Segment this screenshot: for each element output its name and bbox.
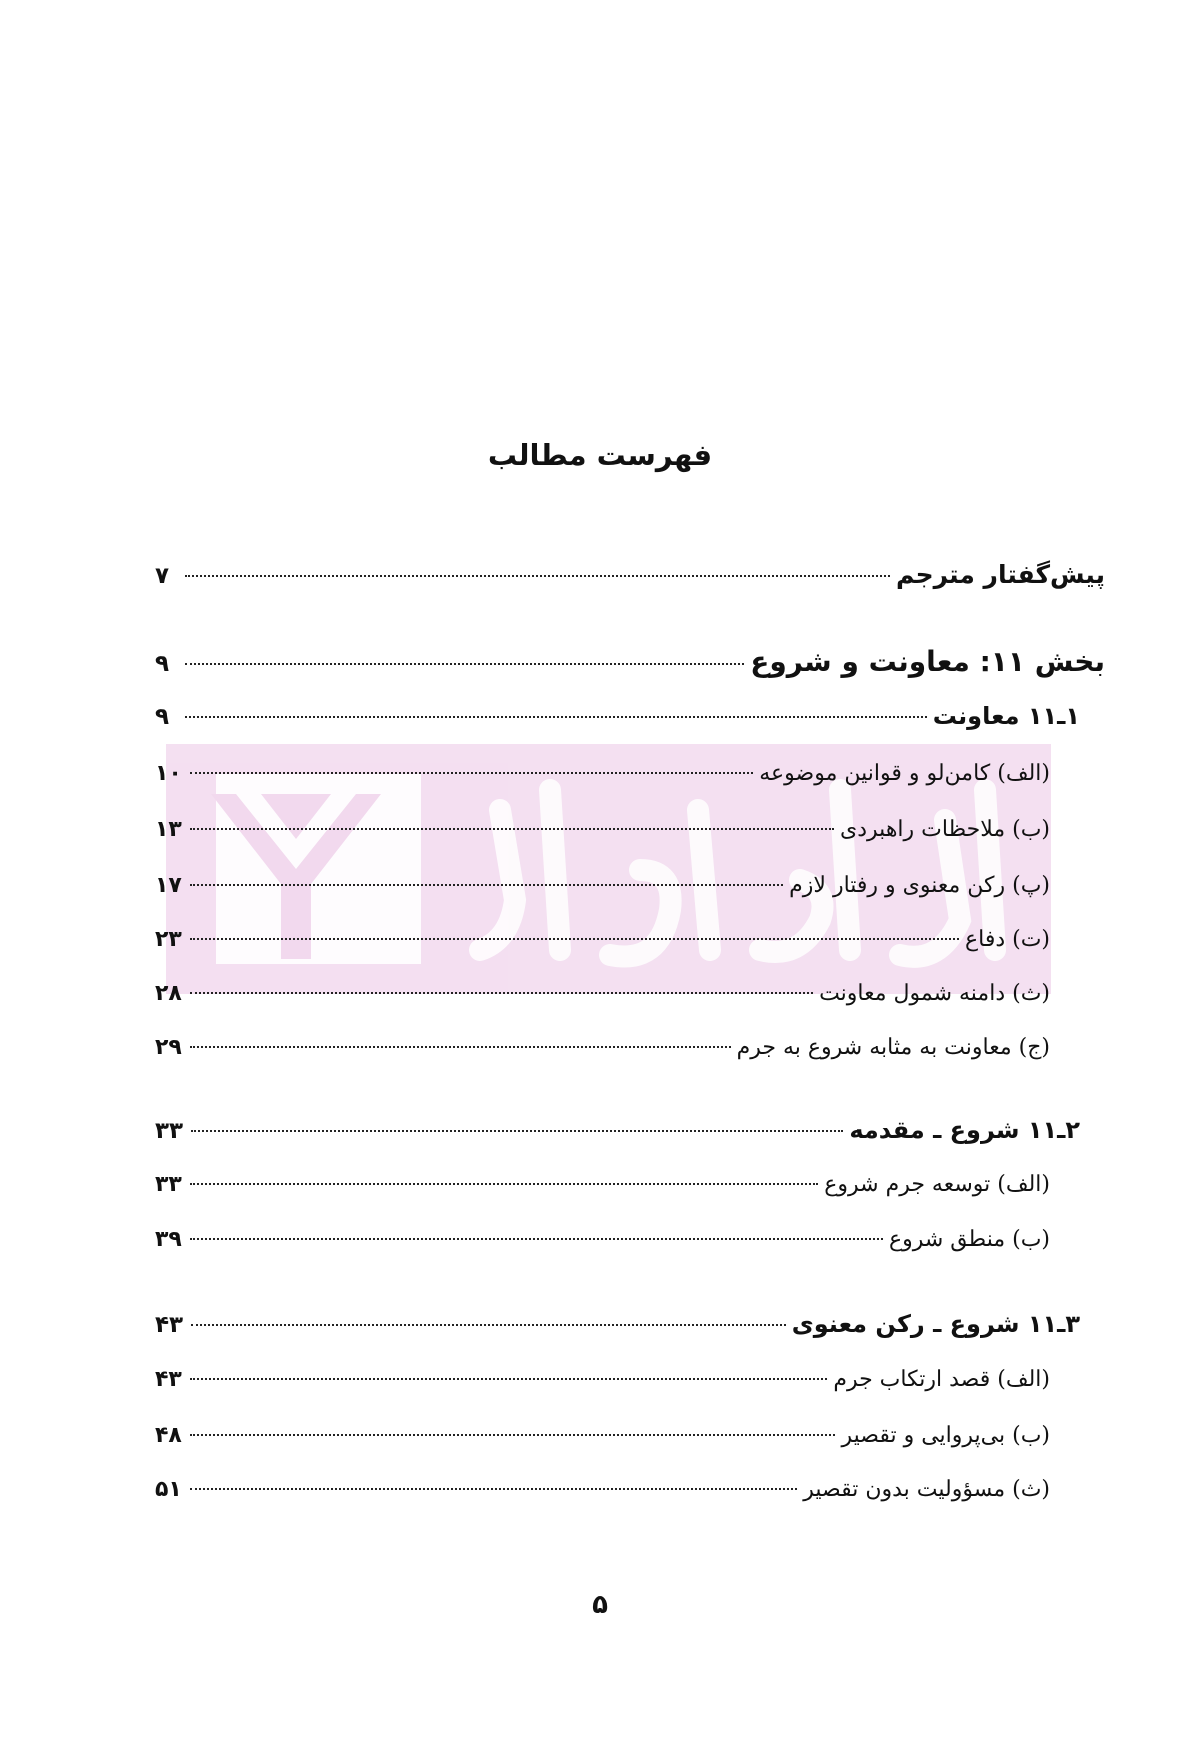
page-number: ۵	[592, 1590, 608, 1620]
toc-entry[interactable]	[155, 1302, 1080, 1346]
toc-entry-label: (ث) مسؤولیت بدون تقصیر	[803, 1477, 1050, 1502]
toc-entry-page: ۲۹	[155, 1035, 182, 1060]
toc-entry[interactable]	[155, 694, 1080, 738]
toc-entry-label: (ب) ملاحظات راهبردی	[840, 817, 1050, 842]
toc-leader-dots	[185, 663, 744, 665]
toc-entry[interactable]	[155, 1026, 1050, 1070]
toc-entry-page: ۴۳	[155, 1367, 182, 1392]
toc-entry[interactable]	[155, 1414, 1050, 1458]
toc-entry[interactable]	[155, 752, 1050, 796]
toc-entry[interactable]	[155, 553, 1105, 597]
toc-leader-dots	[190, 828, 834, 830]
toc-entry[interactable]	[155, 640, 1105, 684]
toc-leader-dots	[190, 1238, 883, 1240]
toc-entry-label: (ب) بی‌پروایی و تقصیر	[841, 1423, 1050, 1448]
toc-entry[interactable]	[155, 972, 1050, 1016]
toc-entry-label: (پ) رکن معنوی و رفتار لازم	[789, 873, 1050, 898]
toc-entry-page: ۹	[155, 704, 170, 730]
toc-entry[interactable]	[155, 864, 1050, 908]
toc-entry-page: ۲۸	[155, 981, 182, 1006]
toc-entry[interactable]	[155, 1358, 1050, 1402]
page-title: فهرست مطالب	[487, 438, 713, 472]
toc-entry-label: (الف) قصد ارتکاب جرم	[833, 1367, 1050, 1392]
toc-leader-dots	[185, 716, 927, 718]
toc-entry-label: ۱ـ۱۱ معاونت	[932, 702, 1080, 730]
toc-entry-page: ۱۳	[155, 817, 182, 842]
toc-entry-label: ۳ـ۱۱ شروع ـ رکن معنوی	[791, 1310, 1080, 1338]
toc-leader-dots	[190, 1434, 836, 1436]
toc-entry[interactable]	[155, 1468, 1050, 1512]
toc-entry-page: ۷	[155, 563, 170, 589]
toc-entry-label: پیش‌گفتار مترجم	[895, 560, 1105, 589]
toc-entry-label: (ب) منطق شروع	[888, 1227, 1050, 1252]
toc-entry-page: ۱۰	[155, 761, 182, 786]
toc-entry-page: ۵۱	[155, 1477, 182, 1502]
toc-leader-dots	[190, 1183, 818, 1185]
toc-leader-dots	[185, 575, 890, 577]
toc-leader-dots	[190, 772, 753, 774]
toc-entry-label: ۲ـ۱۱ شروع ـ مقدمه	[849, 1116, 1080, 1144]
toc-leader-dots	[191, 1324, 786, 1326]
toc-entry-label: (ج) معاونت به مثابه شروع به جرم	[736, 1035, 1050, 1060]
toc-entry-label: (الف) کامن‌لو و قوانین موضوعه	[759, 761, 1050, 786]
toc-leader-dots	[190, 938, 959, 940]
toc-entry-page: ۴۳	[155, 1312, 184, 1338]
toc-entry-label: بخش ۱۱: معاونت و شروع	[750, 645, 1105, 678]
toc-entry-label: (الف) توسعه جرم شروع	[824, 1172, 1050, 1197]
toc-leader-dots	[190, 884, 783, 886]
toc-entry-label: (ت) دفاع	[964, 927, 1050, 952]
toc-entry-page: ۴۸	[155, 1423, 182, 1448]
toc-leader-dots	[191, 1130, 843, 1132]
toc-entry-page: ۳۳	[155, 1172, 182, 1197]
toc-entry[interactable]	[155, 1108, 1080, 1152]
toc-entry[interactable]	[155, 808, 1050, 852]
toc-leader-dots	[190, 992, 813, 994]
toc-entry-page: ۱۷	[155, 873, 182, 898]
toc-entry-page: ۹	[155, 651, 170, 677]
toc-entry[interactable]	[155, 1218, 1050, 1262]
toc-entry-page: ۲۳	[155, 927, 182, 952]
toc-leader-dots	[190, 1046, 731, 1048]
toc-leader-dots	[190, 1378, 827, 1380]
toc-entry-page: ۳۹	[155, 1227, 182, 1252]
toc-entry[interactable]	[155, 918, 1050, 962]
toc-entry-label: (ث) دامنه شمول معاونت	[819, 981, 1050, 1006]
toc-leader-dots	[190, 1488, 797, 1490]
toc-entry[interactable]	[155, 1163, 1050, 1207]
toc-entry-page: ۳۳	[155, 1118, 184, 1144]
